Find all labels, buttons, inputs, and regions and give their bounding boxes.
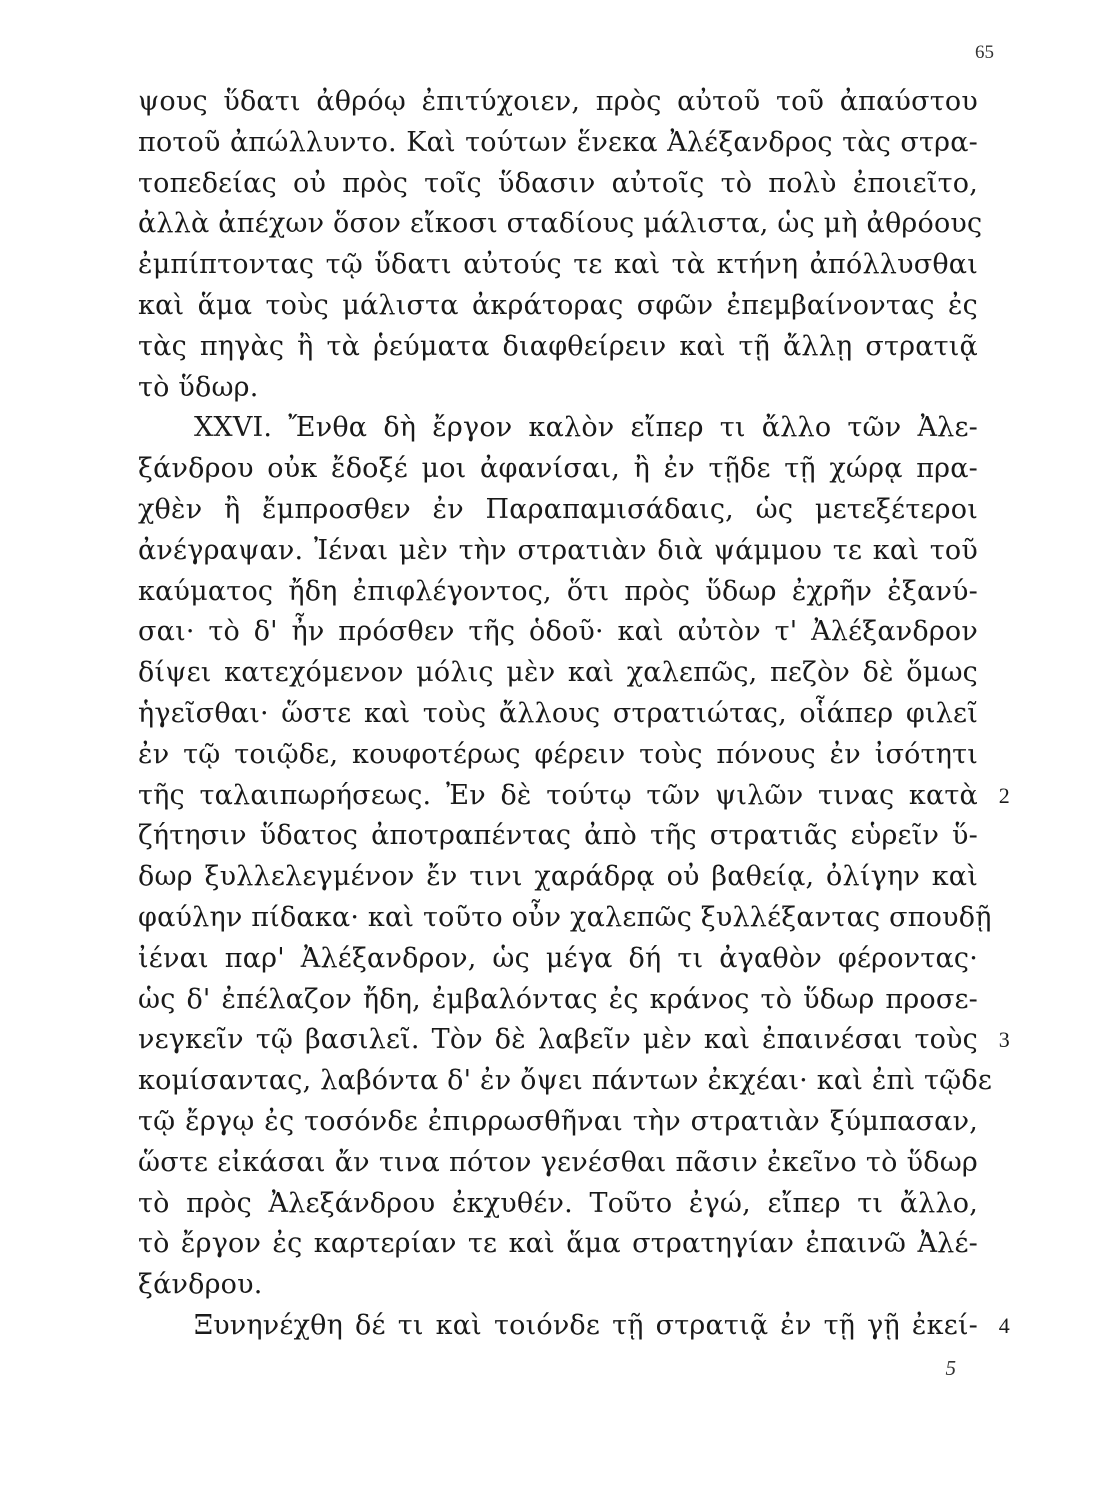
text-line: σαι· τὸ δ' ἦν πρόσθεν τῆς ὁδοῦ· καὶ αὐτὸν τ' Ἀλέξανδρον	[138, 616, 978, 648]
text-line: τοπεδείας οὐ πρὸς τοῖς ὕδασιν αὐτοῖς τὸ πολὺ ἐποιεῖτο,	[138, 167, 978, 199]
text-line: τὸ ἔργον ἐς καρτερίαν τε καὶ ἅμα στρατηγίαν ἐπαινῶ Ἀλέ-	[138, 1228, 978, 1260]
text-line: νεγκεῖν τῷ βασιλεῖ. Τὸν δὲ λαβεῖν μὲν καὶ ἐπαινέσαι τοὺς	[138, 1024, 978, 1056]
text-line: ψους ὕδατι ἀθρόῳ ἐπιτύχοιεν, πρὸς αὐτοῦ τοῦ ἀπαύστου	[138, 86, 978, 117]
text-line: ἰέναι παρ' Ἀλέξανδρον, ὡς μέγα δή τι ἀγαθὸν φέροντας·	[138, 942, 978, 974]
margin-section-number: 3	[998, 1027, 1010, 1053]
text-line: ξάνδρου οὐκ ἔδοξέ μοι ἀφανίσαι, ἢ ἐν τῇδε τῇ χώρᾳ πρα-	[138, 453, 978, 485]
text-line: ἀνέγραψαν. Ἰέναι μὲν τὴν στρατιὰν διὰ ψάμμου τε καὶ τοῦ	[138, 534, 978, 566]
text-line: δωρ ξυλλελεγμένον ἔν τινι χαράδρᾳ οὐ βαθείᾳ, ὀλίγην καὶ	[138, 861, 978, 893]
printer-signature-mark: 5	[945, 1356, 956, 1380]
text-line: Ξυνηνέχθη δέ τι καὶ τοιόνδε τῇ στρατιᾷ ἐν τῇ γῇ ἐκεί-	[194, 1309, 978, 1341]
chapter-heading-line: XXVI. Ἔνθα δὴ ἔργον καλὸν εἴπερ τι ἄλλο τῶν Ἀλε-	[194, 412, 978, 444]
text-line: ποτοῦ ἀπώλλυντο. Καὶ τούτων ἕνεκα Ἀλέξανδρος τὰς στρα-	[138, 126, 978, 158]
text-line: κομίσαντας, λαβόντα δ' ἐν ὄψει πάντων ἐκχέαι· καὶ ἐπὶ τῷδε	[138, 1065, 993, 1097]
text-line: ἐμπίπτοντας τῷ ὕδατι αὐτούς τε καὶ τὰ κτήνη ἀπόλλυσθαι	[138, 249, 978, 281]
text-line: τὸ πρὸς Ἀλεξάνδρου ἐκχυθέν. Τοῦτο ἐγώ, εἴπερ τι ἄλλο,	[138, 1187, 978, 1219]
text-line: ἐν τῷ τοιῷδε, κουφοτέρως φέρειν τοὺς πόνους ἐν ἰσότητι	[138, 738, 978, 770]
text-line: ὡς δ' ἐπέλαζον ἤδη, ἐμβαλόντας ἐς κράνος τὸ ὕδωρ προσε-	[138, 983, 978, 1015]
text-line: ἀλλὰ ἀπέχων ὅσον εἴκοσι σταδίους μάλιστα, ὡς μὴ ἀθρόους	[138, 208, 983, 240]
text-line: χθὲν ἢ ἔμπροσθεν ἐν Παραπαμισάδαις, ὡς μετεξέτεροι	[138, 493, 978, 525]
text-line: ξάνδρου.	[138, 1269, 263, 1301]
text-line: καύματος ἤδη ἐπιφλέγοντος, ὅτι πρὸς ὕδωρ ἐχρῆν ἐξανύ-	[138, 575, 978, 607]
text-line: ζήτησιν ὕδατος ἀποτραπέντας ἀπὸ τῆς στρατιᾶς εὑρεῖν ὕ-	[138, 820, 978, 852]
margin-section-number: 2	[998, 782, 1010, 808]
text-line: ἡγεῖσθαι· ὥστε καὶ τοὺς ἄλλους στρατιώτας, οἷάπερ φιλεῖ	[138, 697, 978, 729]
margin-section-number: 4	[998, 1312, 1010, 1338]
text-line-with-margin	[138, 1020, 1010, 1061]
text-line: φαύλην πίδακα· καὶ τοῦτο οὖν χαλεπῶς ξυλλέξαντας σπουδῇ	[138, 901, 992, 933]
body-text	[138, 82, 1010, 1347]
text-line: τὸ ὕδωρ.	[138, 371, 259, 403]
page-number: 65	[975, 42, 994, 63]
text-line-with-margin	[138, 1306, 1010, 1347]
text-line-with-margin	[138, 776, 1010, 817]
text-line: τὰς πηγὰς ἢ τὰ ῥεύματα διαφθείρειν καὶ τῇ ἄλλῃ στρατιᾷ	[138, 330, 978, 362]
text-line: δίψει κατεχόμενον μόλις μὲν καὶ χαλεπῶς, πεζὸν δὲ ὅμως	[138, 657, 978, 689]
text-line: τῆς ταλαιπωρήσεως. Ἐν δὲ τούτῳ τῶν ψιλῶν τινας κατὰ	[138, 779, 978, 811]
text-line: ὥστε εἰκάσαι ἄν τινα πότον γενέσθαι πᾶσιν ἐκεῖνο τὸ ὕδωρ	[138, 1146, 978, 1178]
text-line: τῷ ἔργῳ ἐς τοσόνδε ἐπιρρωσθῆναι τὴν στρατιὰν ξύμπασαν,	[138, 1105, 978, 1137]
text-line: καὶ ἅμα τοὺς μάλιστα ἀκράτορας σφῶν ἐπεμβαίνοντας ἐς	[138, 289, 978, 321]
